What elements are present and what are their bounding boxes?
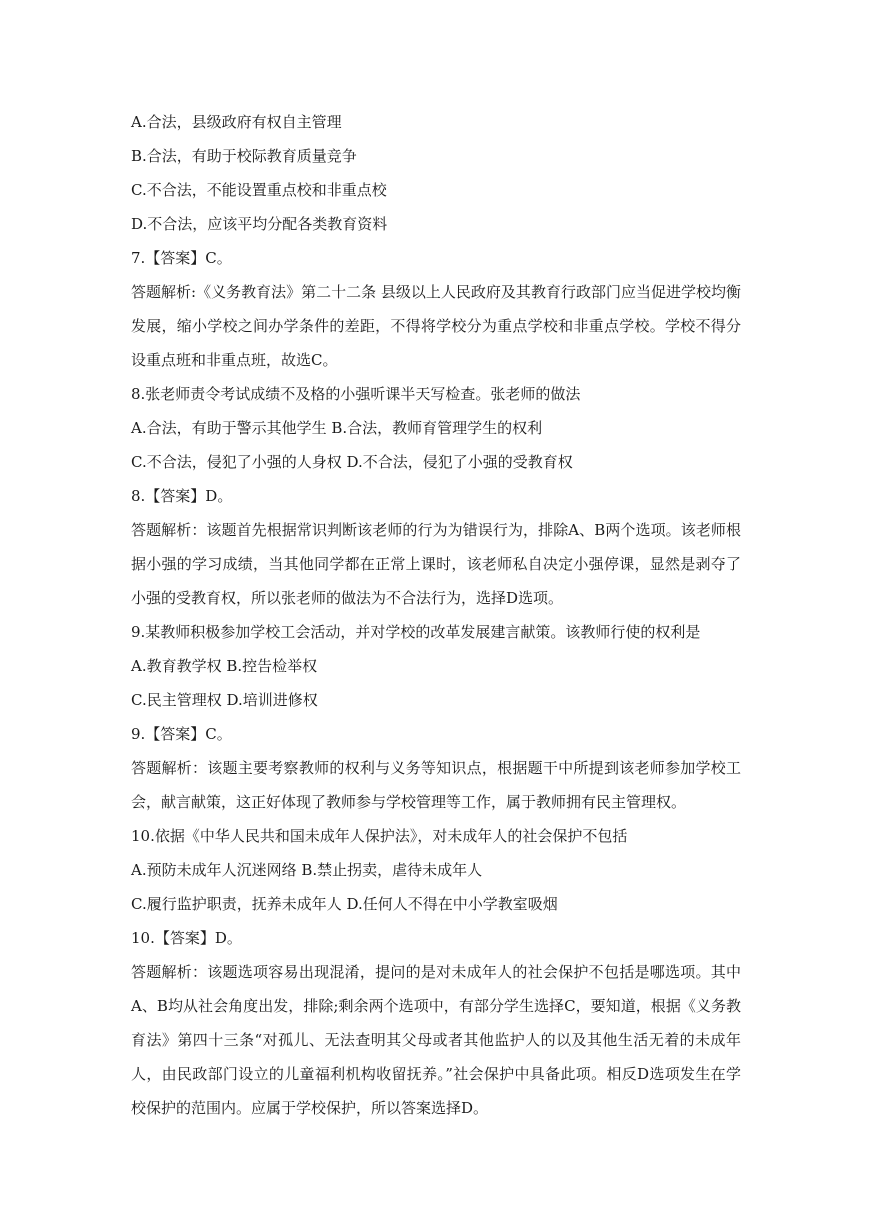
document-body bbox=[131, 110, 741, 1130]
answer-line: 9.【答案】C。 bbox=[131, 725, 232, 743]
answer-line: 8.【答案】D。 bbox=[131, 487, 233, 505]
explanation-paragraph: 答题解析：该题选项容易出现混淆，提问的是对未成年人的社会保护不包括是哪选项。其中A、B均从社会角度出发，排除;剩余两个选项中，有部分学生选择C，要知道，根据《义务教育法》第四十三条“对孤儿、无法查明其父母或者其他监护人的以及其他生活无着的未成年人，由民政部门设立的儿童福利机构收留抚养。”社会保护中具备此项。相反D选项发生在学校保护的范围内。应属于学校保护，所以答案选择D。 bbox=[131, 963, 741, 1117]
option-line: C.民主管理权 D.培训进修权 bbox=[131, 691, 318, 709]
explanation-paragraph: 答题解析：该题首先根据常识判断该老师的行为为错误行为，排除A、B两个选项。该老师根据小强的学习成绩，当其他同学都在正常上课时，该老师私自决定小强停课，显然是剥夺了小强的受教育权，所以张老师的做法为不合法行为，选择D选项。 bbox=[131, 521, 741, 607]
option-line: C.不合法，不能设置重点校和非重点校 bbox=[131, 181, 387, 199]
option-line: C.不合法，侵犯了小强的人身权 D.不合法，侵犯了小强的受教育权 bbox=[131, 453, 573, 471]
question-line: 8.张老师责令考试成绩不及格的小强听课半天写检查。张老师的做法 bbox=[131, 385, 581, 403]
question-line: 10.依据《中华人民共和国未成年人保护法》，对未成年人的社会保护不包括 bbox=[131, 827, 628, 845]
answer-line: 10.【答案】D。 bbox=[131, 929, 242, 947]
option-line: D.不合法，应该平均分配各类教育资料 bbox=[131, 215, 388, 233]
answer-line: 7.【答案】C。 bbox=[131, 249, 232, 267]
question-line: 9.某教师积极参加学校工会活动，并对学校的改革发展建言献策。该教师行使的权利是 bbox=[131, 623, 701, 641]
option-line: A.预防未成年人沉迷网络 B.禁止拐卖，虐待未成年人 bbox=[131, 861, 483, 879]
explanation-paragraph: 答题解析:《义务教育法》第二十二条 县级以上人民政府及其教育行政部门应当促进学校均衡发展，缩小学校之间办学条件的差距，不得将学校分为重点学校和非重点学校。学校不得分设重点班和非重点班，故选C。 bbox=[131, 283, 741, 369]
explanation-paragraph: 答题解析：该题主要考察教师的权利与义务等知识点，根据题干中所提到该老师参加学校工会，献言献策，这正好体现了教师参与学校管理等工作，属于教师拥有民主管理权。 bbox=[131, 759, 741, 811]
option-line: A.合法，有助于警示其他学生 B.合法，教师育管理学生的权利 bbox=[131, 419, 543, 437]
option-line: C.履行监护职责，抚养未成年人 D.任何人不得在中小学教室吸烟 bbox=[131, 895, 558, 913]
option-line: A.教育教学权 B.控告检举权 bbox=[131, 657, 318, 675]
option-line: A.合法，县级政府有权自主管理 bbox=[131, 113, 342, 131]
option-line: B.合法，有助于校际教育质量竞争 bbox=[131, 147, 357, 165]
